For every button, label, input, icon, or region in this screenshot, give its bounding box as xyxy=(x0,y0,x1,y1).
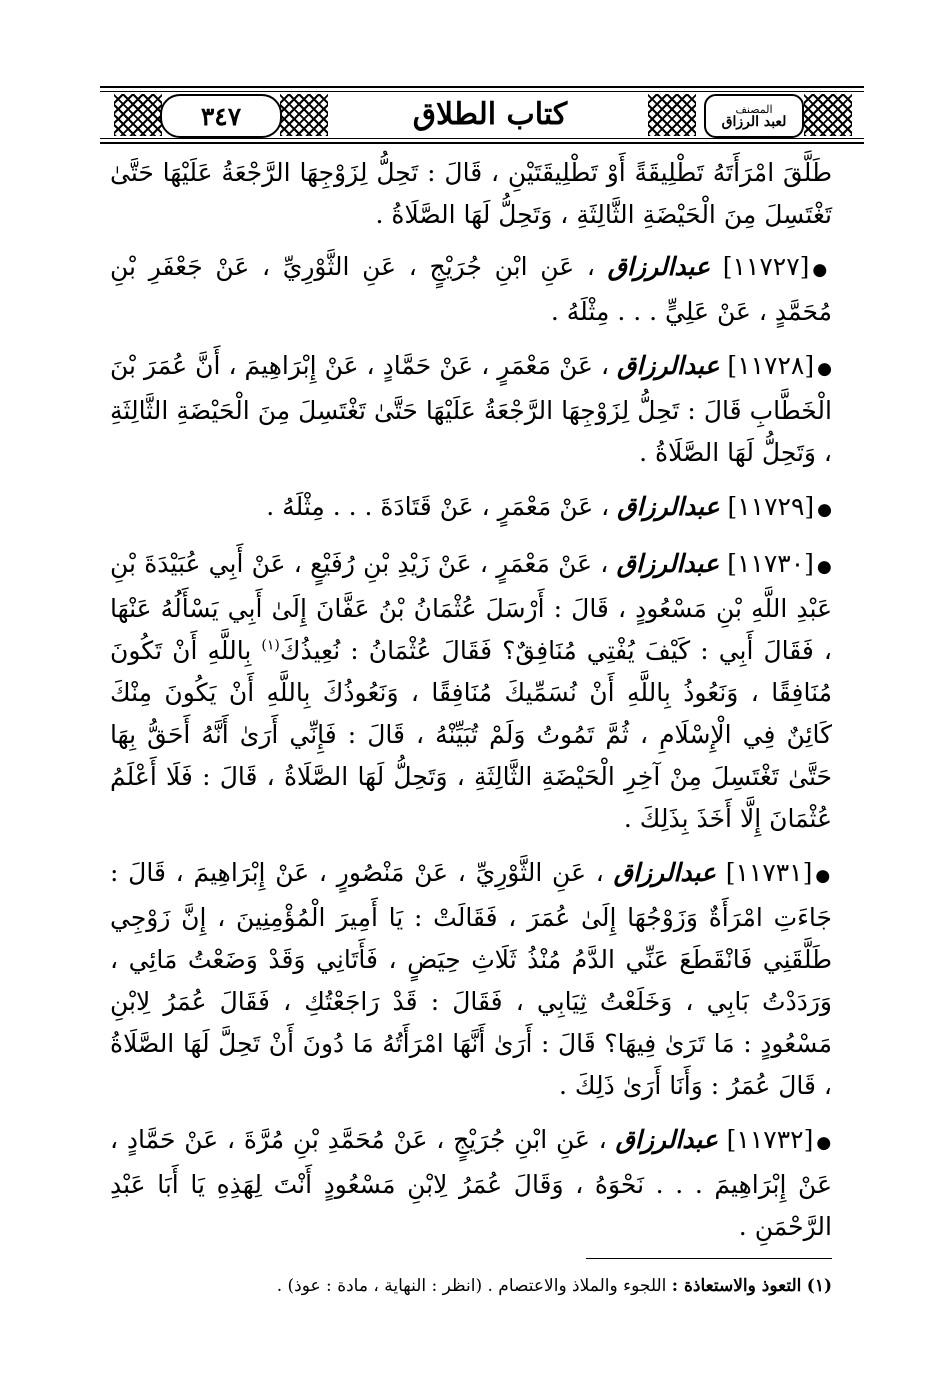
ornament-pattern xyxy=(648,94,696,136)
bullet-icon: ● xyxy=(817,359,832,379)
page-number: ٣٤٧ xyxy=(160,94,282,138)
paragraph-continuation xyxy=(110,152,832,236)
footnote-text: اللجوء والملاذ والاعتصام . (انظر : النهاية ، مادة : عوذ) . xyxy=(276,1276,667,1296)
hadith-text: ، عَنْ مَعْمَرٍ ، عَنْ حَمَّادٍ ، عَنْ إِبْرَاهِيمَ ، أَنَّ عُمَرَ بْنَ الْخَطَّابِ قَالَ : تَحِلُّ لِزَوْجِهَا الرَّجْعَةُ عَلَيْهَا حَتَّىٰ تَغْتَسِلَ مِنَ الْحَيْضَةِ الثَّالِثَةِ ، وَتَحِلُّ لَهَا الصَّلَاةُ . xyxy=(110,351,832,467)
narrator-name: عبدالرزاق xyxy=(607,252,711,281)
hadith-entry xyxy=(110,246,832,333)
footnote-number: (١) xyxy=(806,1276,832,1296)
bullet-icon: ● xyxy=(816,557,832,577)
hadith-text: ، عَنِ ابْنِ جُرَيْجٍ ، عَنِ الثَّوْرِيِّ ، عَنْ جَعْفَرِ بْنِ مُحَمَّدٍ ، عَنْ عَلِيٍّ . . . مِثْلَهُ . xyxy=(110,252,832,326)
bullet-icon: ● xyxy=(817,500,832,520)
hadith-text-continued: بِاللَّهِ أَنْ تَكُونَ مُنَافِقًا ، وَنَعُوذُ بِاللَّهِ أَنْ نُسَمِّيكَ مُنَافِقًا ، وَنَعُوذُكَ بِاللَّهِ أَنْ يَكُونَ مِنْكَ كَائِنٌ فِي الْإِسْلَامِ ، ثُمَّ تَمُوتُ وَلَمْ تُبَيِّنْهُ ، قَالَ : فَإِنِّي أَرَىٰ أَنَّهُ أَحَقُّ بِهَا حَتَّىٰ تَغْتَسِلَ مِنْ آخِرِ الْحَيْضَةِ الثَّالِثَةِ ، وَتَحِلُّ لَهَا الصَّلَاةُ ، قَالَ : فَلَا أَعْلَمُ عُثْمَانَ إِلَّا أَخَذَ بِذَلِكَ . xyxy=(110,636,832,833)
hadith-number: [١١٧٢٩] xyxy=(727,492,815,521)
paragraph-text: طَلَّقَ امْرَأَتَهُ تَطْلِيقَةً أَوْ تَطْلِيقَتَيْنِ ، قَالَ : تَحِلُّ لِزَوْجِهَا الرَّجْعَةُ عَلَيْهَا حَتَّىٰ تَغْتَسِلَ مِنَ الْحَيْضَةِ الثَّالِثَةِ ، وَتَحِلُّ لَهَا الصَّلَاةُ . xyxy=(110,158,832,229)
running-title: كتاب الطلاق xyxy=(412,97,568,132)
narrator-name: عبدالرزاق xyxy=(617,492,720,521)
hadith-entry xyxy=(110,1119,832,1248)
hadith-number: [١١٧٣١] xyxy=(725,858,813,887)
emblem-line-2: لعبد الرزاق xyxy=(721,114,787,130)
footnote-reference[interactable]: (١) xyxy=(261,637,280,654)
hadith-entry xyxy=(110,852,832,1107)
header-inner-rule xyxy=(100,138,864,139)
bullet-icon: ● xyxy=(812,260,832,280)
hadith-number: [١١٧٣٠] xyxy=(727,549,814,578)
hadith-entry xyxy=(110,345,832,474)
hadith-text: ، عَنْ مَعْمَرٍ ، عَنْ زَيْدِ بْنِ رُفَيْعٍ ، عَنْ أَبِي عُبَيْدَةَ بْنِ عَبْدِ اللَّهِ بْنِ مَسْعُودٍ ، قَالَ : أَرْسَلَ عُثْمَانُ بْنُ عَفَّانَ إِلَىٰ أَبِي يَسْأَلُهُ عَنْهَا ، فَقَالَ أَبِي : كَيْفَ يُفْتِي مُنَافِقٌ؟ فَقَالَ عُثْمَانُ : نُعِيذُكَ xyxy=(110,549,832,665)
hadith-entry xyxy=(110,543,832,840)
hadith-entry xyxy=(110,486,832,531)
page-header xyxy=(100,86,864,144)
narrator-name: عبدالرزاق xyxy=(613,858,716,887)
footnote xyxy=(110,1270,832,1302)
narrator-name: عبدالرزاق xyxy=(616,549,719,578)
emblem-line-1: المصنف xyxy=(735,103,773,116)
hadith-number: [١١٧٣٢] xyxy=(726,1125,814,1154)
bullet-icon: ● xyxy=(815,866,833,886)
hadith-number: [١١٧٢٨] xyxy=(727,351,815,380)
bullet-icon: ● xyxy=(816,1133,832,1153)
hadith-text: ، عَنِ ابْنِ جُرَيْجٍ ، عَنْ مُحَمَّدِ بْنِ مُرَّةَ ، عَنْ حَمَّادٍ ، عَنْ إِبْرَاهِيمَ . . . نَحْوَهُ ، وَقَالَ عُمَرُ لِابْنِ مَسْعُودٍ أَنْتَ لِهَذِهِ يَا أَبَا عَبْدِ الرَّحْمَنِ . xyxy=(110,1125,832,1241)
hadith-text: ، عَنِ الثَّوْرِيِّ ، عَنْ مَنْصُورٍ ، عَنْ إِبْرَاهِيمَ ، قَالَ : جَاءَتِ امْرَأَةٌ وَزَوْجُهَا إِلَىٰ عُمَرَ ، فَقَالَتْ : يَا أَمِيرَ الْمُؤْمِنِينَ ، إِنَّ زَوْجِي طَلَّقَنِي فَانْقَطَعَ عَنِّي الدَّمُ مُنْذُ ثَلَاثِ حِيَضٍ ، فَأَتَانِي وَقَدْ وَضَعْتُ مَائِي ، وَرَدَدْتُ بَابِي ، وَخَلَعْتُ ثِيَابِي ، فَقَالَ : قَدْ رَاجَعْتُكِ ، فَقَالَ عُمَرُ لِابْنِ مَسْعُودٍ : مَا تَرَىٰ فِيهَا؟ قَالَ : أَرَىٰ أَنَّهَا امْرَأَتُهُ مَا دُونَ أَنْ تَحِلَّ لَهَا الصَّلَاةُ ، قَالَ عُمَرُ : وَأَنَا أَرَىٰ ذَلِكَ . xyxy=(110,858,832,1100)
narrator-name: عبدالرزاق xyxy=(617,351,720,380)
ornament-pattern xyxy=(114,94,162,136)
hadith-number: [١١٧٢٧] xyxy=(722,252,810,281)
header-inner-rule xyxy=(100,91,864,92)
narrator-name: عبدالرزاق xyxy=(615,1125,718,1154)
hadith-text: ، عَنْ مَعْمَرٍ ، عَنْ قَتَادَةَ . . . مِثْلَهُ . xyxy=(266,492,610,521)
book-emblem xyxy=(704,94,804,138)
main-text xyxy=(110,152,832,1260)
ornament-pattern xyxy=(280,94,328,136)
ornament-pattern xyxy=(804,94,852,136)
footnote-divider xyxy=(586,1258,832,1259)
footnote-term: التعوذ والاستعاذة : xyxy=(671,1276,802,1296)
